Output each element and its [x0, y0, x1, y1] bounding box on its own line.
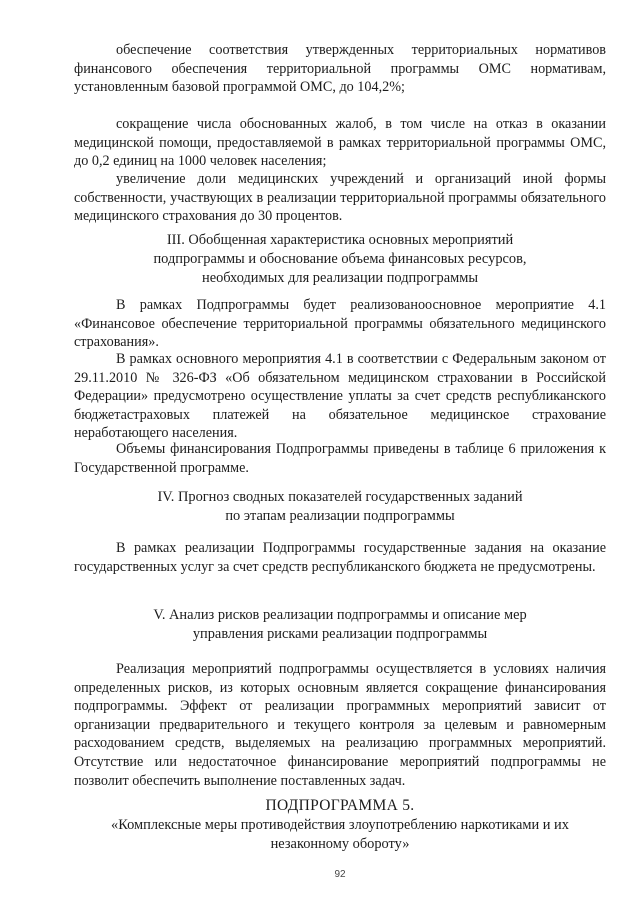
heading-line: управления рисками реализации подпрограммы: [192, 626, 488, 642]
subprogram-title: ПОДПРОГРАММА 5.: [265, 797, 415, 814]
section-5-paragraph: Реализация мероприятий подпрограммы осуществляется в условиях наличия определенных рисков, из которых основным является сокращение финансирования подпрограммы. Эффект от реализации программных мероприятий зависит от организации предварительного и текущего контроля за целевым и равномерным расходованием средств, выделяемых на реализацию программных мероприятий. Отсутствие или недостаточное финансирование мероприятий подпрограммы не позволит обеспечить выполнение поставленных задач.: [74, 661, 606, 789]
section-3-paragraph-1: В рамках Подпрограммы будет реализованоосновное мероприятие 4.1 «Финансовое обеспечение территориальной программы обязательного медицинского страхования».: [74, 297, 606, 351]
section-4-heading: [40, 488, 640, 526]
section-4-paragraph: В рамках реализации Подпрограммы государственные задания на оказание государственных услуг за счет средств республиканского бюджета не предусмотрены.: [74, 540, 606, 575]
heading-line: V. Анализ рисков реализации подпрограммы и описание мер: [153, 607, 527, 623]
heading-line: подпрограммы и обоснование объема финансовых ресурсов,: [153, 251, 527, 267]
list-item-3: увеличение доли медицинских учреждений и организаций иной формы собственности, участвующих в реализации территориальной программы обязательного медицинского страхования до 30 процентов.: [74, 171, 606, 225]
section-3-paragraph-2: В рамках основного мероприятия 4.1 в соответствии с Федеральным законом от 29.11.2010 № 326-ФЗ «Об обязательном медицинском страховании в Российской Федерации» предусмотрено осуществление уплаты за счет средств республиканского бюджетастраховых платежей на обязательное медицинское страхование неработающего населения.: [74, 351, 606, 442]
section-3-paragraph-3: Объемы финансирования Подпрограммы приведены в таблице 6 приложения к Государственной программе.: [74, 441, 606, 476]
section-5-heading: [40, 606, 640, 644]
subprogram-subtitle: [40, 816, 640, 854]
heading-line: III. Обобщенная характеристика основных мероприятий: [166, 232, 514, 248]
heading-line: необходимых для реализации подпрограммы: [202, 270, 478, 286]
heading-line: IV. Прогноз сводных показателей государственных заданий: [157, 489, 523, 505]
subtitle-line: «Комплексные меры противодействия злоупотреблению наркотиками и их: [111, 817, 569, 833]
section-3-heading: [40, 231, 640, 288]
list-item-2: сокращение числа обоснованных жалоб, в том числе на отказ в оказании медицинской помощи, предоставляемой в рамках территориальной программы ОМС, до 0,2 единиц на 1000 человек населения;: [74, 116, 606, 170]
heading-line: по этапам реализации подпрограммы: [225, 508, 455, 524]
subtitle-line: незаконному обороту»: [270, 836, 410, 852]
page-number: 92: [334, 869, 346, 880]
list-item-1: обеспечение соответствия утвержденных территориальных нормативов финансового обеспечения территориальной программы ОМС нормативам, установленным базовой программой ОМС, до 104,2%;: [74, 42, 606, 96]
